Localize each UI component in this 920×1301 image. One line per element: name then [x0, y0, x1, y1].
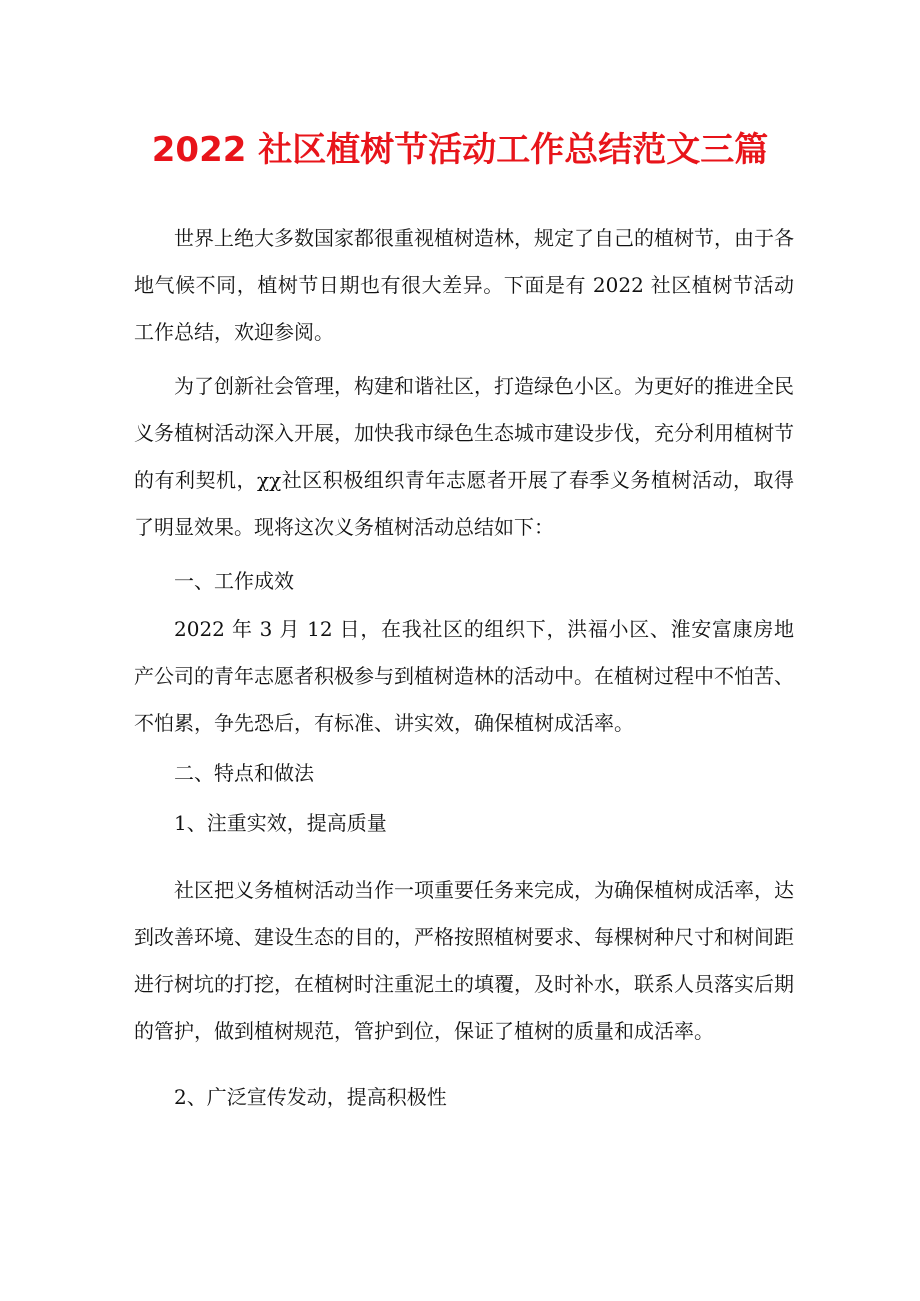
item2-heading-block	[134, 1074, 794, 1121]
purpose-text: 为了创新社会管理，构建和谐社区，打造绿色小区。为更好的推进全民义务植树活动深入开展，加快我市绿色生态城市建设步伐，充分利用植树节的有利契机，χχ社区积极组织青年志愿者开展了春季义务植树活动，取得了明显效果。现将这次义务植树活动总结如下：	[134, 374, 794, 539]
item1-heading: 1、注重实效，提高质量	[174, 811, 387, 835]
section1-text: 2022 年 3 月 12 日，在我社区的组织下，洪福小区、淮安富康房地产公司的青年志愿者积极参与到植树造林的活动中。在植树过程中不怕苦、不怕累，争先恐后，有标准、讲实效，确保植树成活率。	[134, 617, 794, 735]
item1-text: 社区把义务植树活动当作一项重要任务来完成，为确保植树成活率，达到改善环境、建设生态的目的，严格按照植树要求、每棵树种尺寸和树间距进行树坑的打挖，在植树时注重泥土的填覆，及时补水，联系人员落实后期的管护，做到植树规范，管护到位，保证了植树的质量和成活率。	[134, 878, 794, 1043]
section1-paragraph	[134, 606, 794, 747]
document-title: 2022 社区植树节活动工作总结范文三篇	[151, 130, 769, 170]
purpose-paragraph	[134, 363, 794, 551]
item1-heading-block	[134, 800, 794, 847]
item2-heading: 2、广泛宣传发动，提高积极性	[174, 1085, 447, 1109]
section1-heading: 一、工作成效	[174, 569, 294, 593]
section2-heading-block	[134, 750, 794, 797]
intro-paragraph	[134, 215, 794, 356]
section2-heading: 二、特点和做法	[174, 761, 314, 785]
item1-paragraph	[134, 867, 794, 1055]
intro-text: 世界上绝大多数国家都很重视植树造林，规定了自己的植树节，由于各地气候不同，植树节日期也有很大差异。下面是有 2022 社区植树节活动工作总结，欢迎参阅。	[134, 226, 794, 344]
section1-heading-block	[134, 558, 794, 605]
